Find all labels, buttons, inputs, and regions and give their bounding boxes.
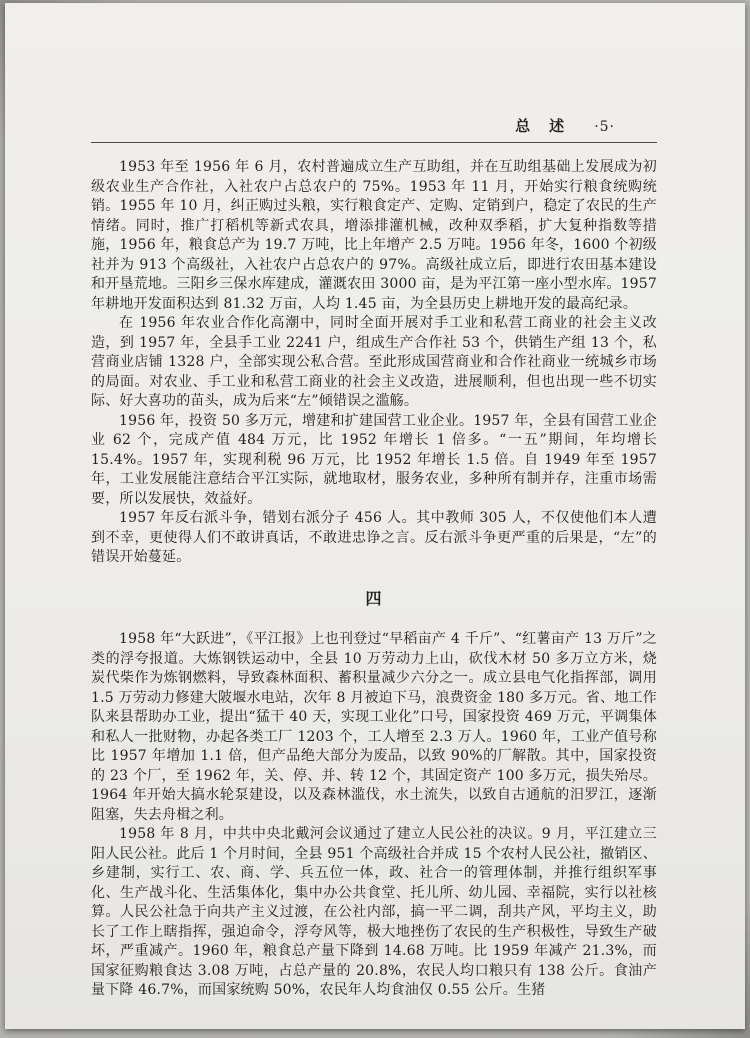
paragraph: 1957 年反右派斗争，错划右派分子 456 人。其中教师 305 人，不仅使他们本人遭到不幸，更使得人们不敢讲真话，不敢进忠诤之言。反右派斗争更严重的后果是，“左”的错误开始蔓延。 [91, 510, 657, 565]
paragraph: 1958 年 8 月，中共中央北戴河会议通过了建立人民公社的决议。9 月，平江建立三阳人民公社。此后 1 个月时间，全县 951 个高级社合并成 15 个农村人民公社，撤销区、乡建制，实行工、农、商、学、兵五位一体，政、社合一的管理体制，并推行组织军事化、生产战斗化、生活集体化，集中办公共食堂、托儿所、幼儿园、幸福院，实行以社核算。人民公社急于向共产主义过渡，在公社内部，搞一平二调，刮共产风，平均主义，助长了工作上瞎指挥，强迫命令，浮夸风等，极大地挫伤了农民的生产积极性，导致生产破坏，严重减产。1960 年，粮食总产量下降到 14.68 万吨。比 1959 年减产 21.3%，而国家征购粮食达 3.08 万吨，占总产量的 20.8%，农民人均口粮只有 138 公斤。食油产量下降 46.7%，而国家统购 50%，农民年人均食油仅 0.55 公斤。生猪 [91, 826, 657, 998]
paragraph: 1956 年，投资 50 多万元，增建和扩建国营工业企业。1957 年，全县有国营工业企业 62 个，完成产值 484 万元，比 1952 年增长 1 倍多。“一五”期间，年均增长 15.4%。1957 年，实现利税 96 万元，比 1952 年增长 1.5 倍。自 1949 年至 1957 年，工业发展能注意结合平江实际，就地取材，服务农业，多种所有制并存，注重市场需要，所以发展快，效益好。 [91, 412, 657, 507]
book-page [5, 3, 745, 1029]
page-number: ·5· [594, 119, 615, 135]
paragraph: 在 1956 年农业合作化高潮中，同时全面开展对手工业和私营工商业的社会主义改造，到 1957 年，全县手工业 2241 户，组成生产合作社 53 个，供销生产组 13 个，私营商业店铺 1328 户，全部实现公私合营。至此形成国营商业和合作社商业一统城乡市场的局面。对农业、手工业和私营工商业的社会主义改造，进展顺利，但也出现一些不切实际、好大喜功的苗头，成为后来“左”倾错误之滥觞。 [91, 315, 657, 409]
paragraph: 1953 年至 1956 年 6 月，农村普遍成立生产互助组，并在互助组基础上发展成为初级农业生产合作社，入社农户占总农户的 75%。1953 年 11 月，开始实行粮食统购统销。1955 年 10 月，纠正购过头粮，实行粮食定产、定购、定销到户，稳定了农民的生产情绪。同时，推广打稻机等新式农具，增添排灌机械，改种双季稻，扩大复种指数等措施，1956 年，粮食总产为 19.7 万吨，比上年增产 2.5 万吨。1956 年冬，1600 个初级社并为 913 个高级社，入社农户占总农户的 97%。高级社成立后，即进行农田基本建设和开垦荒地。三阳乡三保水库建成，灌溉农田 3000 亩，是为平江第一座小型水库。1957 年耕地开发面积达到 81.32 万亩，人均 1.45 亩，为全县历史上耕地开发的最高纪录。 [91, 159, 657, 312]
paragraph: 1958 年“大跃进”，《平江报》上也刊登过“早稻亩产 4 千斤”、“红薯亩产 13 万斤”之类的浮夸报道。大炼钢铁运动中，全县 10 万劳动力上山，砍伐木材 50 多万立方米，烧炭代柴作为炼钢燃料，导致森林面积、蓄积量减少六分之一。成立县电气化指挥部，调用 1.5 万劳动力修建大陂堰水电站，次年 8 月被迫下马，浪费资金 180 多万元。省、地工作队来县帮助办工业，提出“猛干 40 天，实现工业化”口号，国家投资 469 万元，平调集体和私人一批财物，办起各类工厂 1203 个，工人增至 2.3 万人。1960 年，工业产值号称比 1957 年增加 1.1 倍，但产品绝大部分为废品，以致 90%的厂解散。其中，国家投资的 23 个厂，至 1962 年，关、停、并、转 12 个，其固定资产 100 多万元，损失殆尽。1964 年开始大搞水轮泵建设，以及森林滥伐，水土流失，以致自古通航的汨罗江，逐渐阻塞，失去舟楫之利。 [91, 631, 657, 823]
body-text [91, 158, 657, 1001]
running-head-title: 总 述 [515, 117, 567, 135]
running-header [91, 115, 657, 143]
page-content [91, 115, 657, 1001]
section-heading: 四 [365, 588, 383, 608]
